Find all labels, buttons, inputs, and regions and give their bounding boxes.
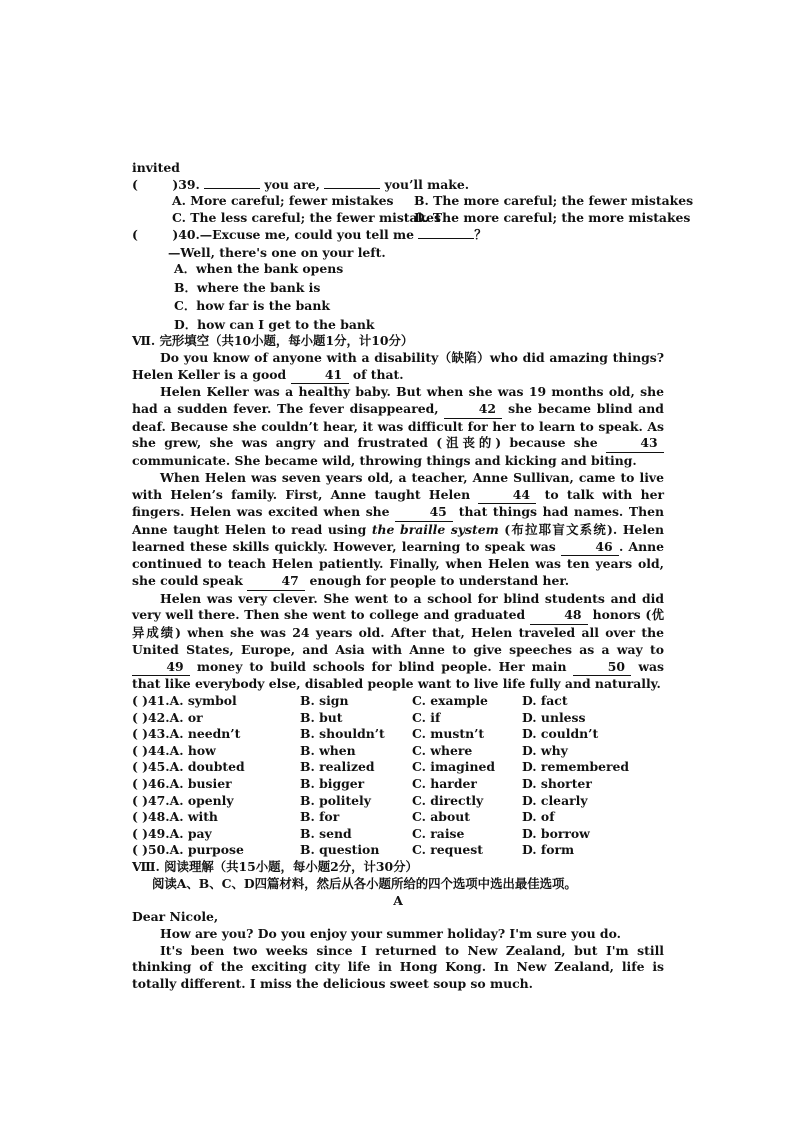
choice-47-a[interactable]: ( )47.A. openly xyxy=(132,792,234,808)
choice-42-c[interactable]: C. if xyxy=(412,709,441,725)
choice-50-a[interactable]: ( )50.A. purpose xyxy=(132,842,244,858)
cloze-text: enough for people to understand her. xyxy=(305,573,570,589)
choice-46-c[interactable]: C. harder xyxy=(412,775,477,791)
cloze-text: honors (优异成绩) when she was 24 years old. After that, Helen traveled all over the United States, Europe, and Asia with Anne to give speeches as a way to xyxy=(132,607,664,657)
choice-43-d[interactable]: D. couldn’t xyxy=(522,726,599,742)
question-40 xyxy=(132,227,664,245)
choice-43-c[interactable]: C. mustn’t xyxy=(412,726,485,742)
cloze-choices xyxy=(132,693,664,859)
choice-43-b[interactable]: B. shouldn’t xyxy=(300,726,385,742)
q40-option-a[interactable]: A．when the bank opens xyxy=(174,261,344,277)
choice-50-d[interactable]: D. form xyxy=(522,842,575,858)
choice-41-a[interactable]: ( )41.A. symbol xyxy=(132,693,237,708)
blank-41: 41 xyxy=(291,367,349,385)
choice-41-d[interactable]: D. fact xyxy=(522,693,568,708)
blank-46: 46 xyxy=(561,539,619,557)
q39-options xyxy=(132,193,694,226)
q39-option-d[interactable]: D. The more careful; the more mistakes xyxy=(414,210,691,226)
cloze-text: Helen was very clever. She went to a school for blind students and did very well there. Then she went to college and graduated xyxy=(132,590,664,623)
q40-blank xyxy=(418,227,474,239)
q40-prefix: ( )40.—Excuse me, could you tell me xyxy=(132,226,419,242)
choice-44-d[interactable]: D. why xyxy=(522,742,568,758)
choice-45-a[interactable]: ( )45.A. doubted xyxy=(132,759,245,775)
cloze-text: Do you know of anyone with a disability（缺陷）who did amazing things? Helen Keller is a good xyxy=(132,349,664,382)
choice-44-a[interactable]: ( )44.A. how xyxy=(132,742,216,758)
cloze-paragraph-1 xyxy=(132,350,664,384)
choice-46-b[interactable]: B. bigger xyxy=(300,775,365,791)
cloze-text: that things had names. Then Anne taught Helen to read using xyxy=(132,504,664,537)
choice-47-c[interactable]: C. directly xyxy=(412,792,484,808)
blank-45: 45 xyxy=(395,504,453,522)
cloze-text: to talk with her fingers. Helen was excited when she xyxy=(132,486,664,520)
q39-blank-2 xyxy=(324,177,380,189)
q40-option-b[interactable]: B．where the bank is xyxy=(174,279,321,295)
q40-end: ？ xyxy=(474,226,487,242)
q40-option-c[interactable]: C．how far is the bank xyxy=(174,298,330,314)
letter-greeting: Dear Nicole, xyxy=(132,909,219,925)
blank-50: 50 xyxy=(573,659,631,677)
choice-42-a[interactable]: ( )42.A. or xyxy=(132,709,203,725)
choice-44-c[interactable]: C. where xyxy=(412,742,473,758)
choice-48-d[interactable]: D. of xyxy=(522,809,555,825)
cloze-text: communicate. She became wild, throwing things and kicking and biting. xyxy=(132,453,637,469)
top-fragment: invited xyxy=(132,160,180,175)
letter-paragraph-2: It's been two weeks since I returned to New Zealand, but I'm still thinking of the exciting city life in Hong Kong. In New Zealand, life is totally different. I miss the delicious sweet soup so much. xyxy=(132,942,664,992)
choice-47-d[interactable]: D. clearly xyxy=(522,792,588,808)
q39-end: you’ll make. xyxy=(380,176,470,192)
cloze-paragraph-4 xyxy=(132,591,664,693)
cloze-text: Helen Keller was a healthy baby. But when she was 19 months old, she had a sudden fever. The fever disappeared, xyxy=(132,384,664,417)
q39-prefix: ( )39. xyxy=(132,176,205,192)
q39-option-c[interactable]: C. The less careful; the fewer mistakes xyxy=(172,210,441,226)
choice-48-a[interactable]: ( )48.A. with xyxy=(132,809,218,825)
choice-49-d[interactable]: D. borrow xyxy=(522,825,590,841)
choice-45-d[interactable]: D. remembered xyxy=(522,759,630,775)
section-7-title: Ⅶ. 完形填空（共10小题，每小题1分，计10分） xyxy=(132,332,414,348)
q39-blank-1 xyxy=(204,177,260,189)
braille-term: the braille system xyxy=(371,521,499,537)
choice-49-b[interactable]: B. send xyxy=(300,825,352,841)
cloze-text: money to build schools for blind people. Her main xyxy=(190,658,574,674)
blank-48: 48 xyxy=(530,607,588,625)
blank-42: 42 xyxy=(444,401,502,419)
question-39 xyxy=(132,177,664,194)
choice-48-c[interactable]: C. about xyxy=(412,809,470,825)
cloze-text: (布拉耶盲文系统). Helen learned these skills quickly. However, learning to speak was xyxy=(132,521,665,554)
reading-part-label: A xyxy=(393,892,403,908)
q39-option-b[interactable]: B. The more careful; the fewer mistakes xyxy=(414,193,694,209)
cloze-text: was that like everybody else, disabled people want to live life fully and naturally. xyxy=(132,658,664,692)
choice-45-b[interactable]: B. realized xyxy=(300,759,375,775)
choice-42-b[interactable]: B. but xyxy=(300,709,343,725)
choice-42-d[interactable]: D. unless xyxy=(522,709,586,725)
choice-46-a[interactable]: ( )46.A. busier xyxy=(132,775,232,791)
choice-49-a[interactable]: ( )49.A. pay xyxy=(132,825,212,841)
letter-paragraph-1: How are you? Do you enjoy your summer holiday? I'm sure you do. xyxy=(160,926,621,941)
choice-41-c[interactable]: C. example xyxy=(412,693,488,708)
blank-49: 49 xyxy=(132,659,190,677)
cloze-paragraph-3 xyxy=(132,470,664,591)
cloze-text: she became blind and deaf. Because she couldn’t hear, it was difficult for her to learn to speak. As she grew, she was angry and frustrated (沮丧的) because she xyxy=(132,401,664,451)
choice-41-b[interactable]: B. sign xyxy=(300,693,349,708)
choice-43-a[interactable]: ( )43.A. needn’t xyxy=(132,726,241,742)
choice-44-b[interactable]: B. when xyxy=(300,742,356,758)
blank-47: 47 xyxy=(247,573,305,591)
cloze-paragraph-2 xyxy=(132,384,664,470)
cloze-text: . Anne continued to teach Helen patiently. Finally, when Helen was ten years old, she could speak xyxy=(132,538,664,589)
choice-46-d[interactable]: D. shorter xyxy=(522,775,592,791)
choice-45-c[interactable]: C. imagined xyxy=(412,759,496,775)
q39-mid: you are, xyxy=(260,176,325,192)
cloze-text: of that. xyxy=(348,366,404,382)
cloze-text: When Helen was seven years old, a teacher, Anne Sullivan, came to live with Helen’s family. First, Anne taught Helen xyxy=(132,469,664,502)
choice-50-c[interactable]: C. request xyxy=(412,842,483,858)
section-8-title: Ⅷ. 阅读理解（共15小题，每小题2分，计30分） xyxy=(132,858,418,874)
document-body xyxy=(132,160,694,993)
q40-reply: —Well, there's one on your left. xyxy=(168,244,386,260)
choice-48-b[interactable]: B. for xyxy=(300,809,340,825)
choice-49-c[interactable]: C. raise xyxy=(412,825,465,841)
blank-43: 43 xyxy=(606,435,664,453)
choice-50-b[interactable]: B. question xyxy=(300,842,380,858)
choice-47-b[interactable]: B. politely xyxy=(300,792,371,808)
blank-44: 44 xyxy=(478,487,536,505)
q40-options xyxy=(132,261,664,333)
q40-option-d[interactable]: D．how can I get to the bank xyxy=(174,316,375,332)
section-8-instruction: 阅读A、B、C、D四篇材料，然后从各小题所给的四个选项中选出最佳选项。 xyxy=(152,875,577,891)
q39-option-a[interactable]: A. More careful; fewer mistakes xyxy=(172,193,394,209)
